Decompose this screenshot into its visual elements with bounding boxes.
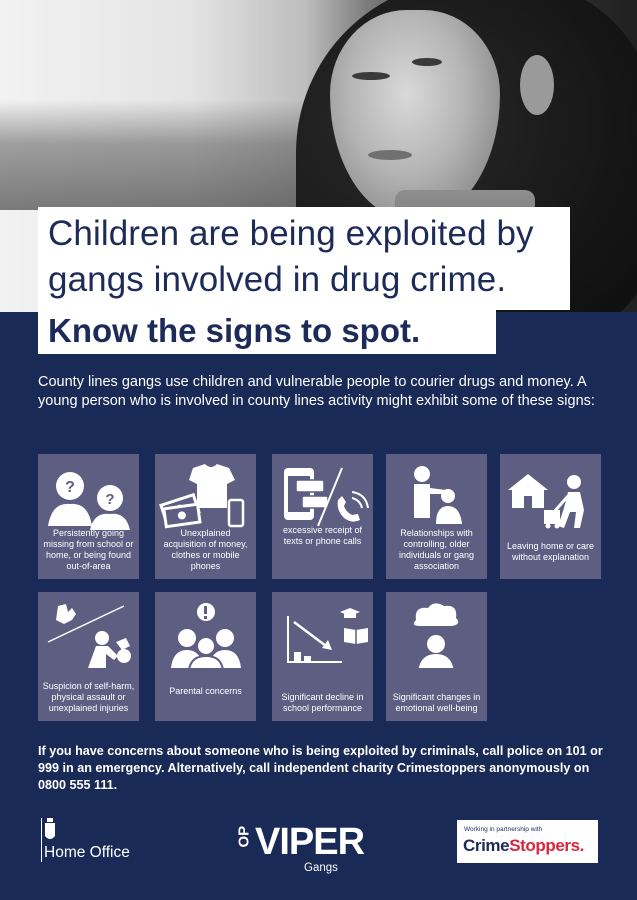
messages-calls-icon [272,460,373,530]
sign-tile-relationships [386,454,487,579]
sign-label: excessive receipt of texts or phone calls [282,525,363,546]
crimestoppers-wordmark [463,836,584,856]
concerns-paragraph: If you have concerns about someone who is being exploited by criminals, call police on 101 or 999 in an emergency. Alternatively, call independent charity Crimestoppers anonymously on 0800 555 111. [38,744,603,792]
sign-tile-emotional [386,592,487,721]
sign-label: Suspicion of self-harm, physical assault or unexplained injuries [42,681,135,713]
sign-label: Significant changes in emotional well-being [392,692,481,713]
headline-line-2: gangs involved in drug crime. [48,260,507,299]
sign-label: Relationships with controlling, older individuals or gang association [398,528,475,571]
sign-label: Unexplained acquisition of money, clothes or mobile phones [163,528,248,571]
sign-tile-leaving [500,454,601,579]
emotional-change-icon [386,598,487,668]
sign-tile-texts [272,454,373,579]
school-decline-icon [272,598,373,668]
sign-label: Parental concerns [169,686,242,696]
crimestoppers-stoppers: Stoppers. [509,836,584,855]
viper-op-text: OP [235,825,253,848]
sign-label: Leaving home or care without explanation [506,541,595,562]
sign-tile-parental [155,592,256,721]
money-clothes-phone-icon [155,460,256,530]
sign-tile-self-harm [38,592,139,721]
crimestoppers-crime: Crime [463,836,510,855]
headline-emphasis: Know the signs to spot. [48,312,421,349]
intro-paragraph: County lines gangs use children and vulnerable people to courier drugs and money. A young person who is involved in county lines activity might exhibit some of these signs: [38,374,595,409]
headline-line-1: Children are being exploited by [48,214,534,253]
sign-tile-missing [38,454,139,579]
svg-text:?: ? [105,491,115,508]
sign-tile-money [155,454,256,579]
self-harm-icon [38,598,139,668]
crimestoppers-partnership-text: Working in partnership with [464,826,543,833]
question-people-icon [38,460,139,530]
home-office-text: Home Office [44,844,130,861]
parental-concern-icon [155,598,256,668]
svg-text:?: ? [65,479,75,496]
sign-label: Persistently going missing from school or home, or being found out-of-area [43,528,134,571]
leaving-home-icon [500,460,601,530]
viper-gangs-text: Gangs [304,862,338,874]
viper-word: VIPER [255,821,365,863]
home-office-logo [38,816,158,866]
sign-tile-school [272,592,373,721]
sign-label: Significant decline in school performance [281,692,364,713]
op-viper-logo [236,822,406,880]
crimestoppers-logo [457,820,598,863]
relationship-icon [386,460,487,530]
